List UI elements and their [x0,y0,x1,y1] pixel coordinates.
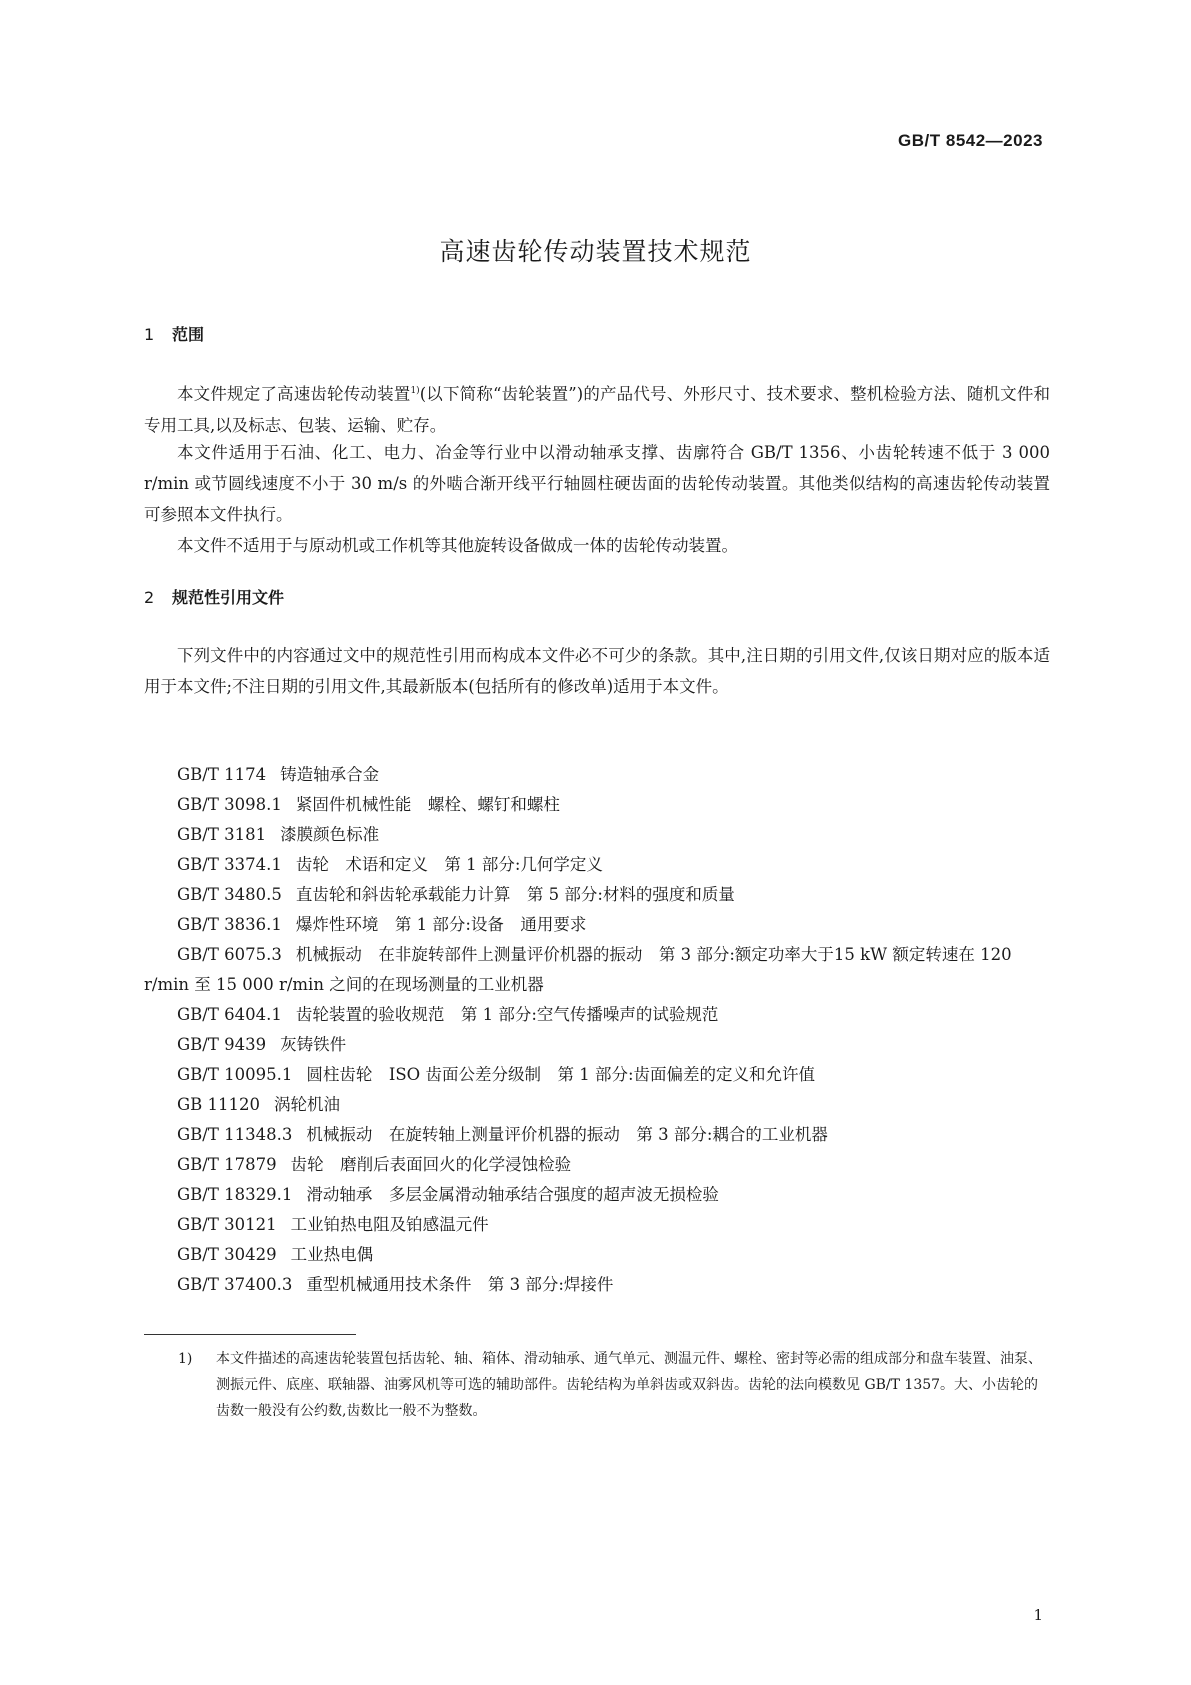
reference-item [144,1030,1050,1060]
reference-title: 重型机械通用技术条件 第 3 部分:焊接件 [306,1275,614,1294]
reference-code: GB/T 3374.1 [177,855,282,874]
reference-item [144,850,1050,880]
reference-item [144,820,1050,850]
reference-title: 齿轮 磨削后表面回火的化学浸蚀检验 [290,1155,572,1174]
reference-code: GB/T 37400.3 [177,1275,293,1294]
reference-item [144,760,1050,790]
scope-p1-text: 本文件规定了高速齿轮传动装置 [177,384,411,404]
reference-title: 机械振动 在非旋转部件上测量评价机器的振动 第 3 部分:额定功率大于15 kW 额定转速在 120 r/min 至 15 000 r/min 之间的在现场测量的工业机器 [144,945,1012,994]
reference-title: 圆柱齿轮 ISO 齿面公差分级制 第 1 部分:齿面偏差的定义和允许值 [306,1065,815,1084]
reference-item [144,1210,1050,1240]
reference-title: 直齿轮和斜齿轮承载能力计算 第 5 部分:材料的强度和质量 [295,885,735,904]
section-number: 2 [144,588,155,607]
reference-code: GB/T 9439 [177,1035,267,1054]
reference-title: 铸造轴承合金 [280,765,380,784]
reference-item [144,940,1050,1000]
reference-code: GB/T 3480.5 [177,885,282,904]
reference-title: 灰铸铁件 [280,1035,347,1054]
reference-item [144,910,1050,940]
reference-item [144,1060,1050,1090]
reference-title: 爆炸性环境 第 1 部分:设备 通用要求 [295,915,587,934]
footnote-text: 本文件描述的高速齿轮装置包括齿轮、轴、箱体、滑动轴承、通气单元、测温元件、螺栓、密封等必需的组成部分和盘车装置、油泵、测振元件、底座、联轴器、油雾风机等可选的辅助部件。齿轮结构为单斜齿或双斜齿。齿轮的法向模数见 GB/T 1357。大、小齿轮的齿数一般没有公约数,齿数比一般不为整数。 [216,1351,1042,1419]
reference-code: GB/T 6075.3 [177,945,282,964]
reference-item [144,1240,1050,1270]
reference-code: GB/T 11348.3 [177,1125,293,1144]
reference-title: 齿轮 术语和定义 第 1 部分:几何学定义 [295,855,603,874]
section-number: 1 [144,325,155,344]
reference-item [144,1270,1050,1300]
reference-list [144,760,1050,1300]
reference-code: GB/T 3836.1 [177,915,282,934]
document-title: 高速齿轮传动装置技术规范 [439,237,752,266]
reference-title: 机械振动 在旋转轴上测量评价机器的振动 第 3 部分:耦合的工业机器 [306,1125,828,1144]
scope-paragraph-2: 本文件适用于石油、化工、电力、冶金等行业中以滑动轴承支撑、齿廓符合 GB/T 1356、小齿轮转速不低于 3 000 r/min 或节圆线速度不小于 30 m/s 的外啮合渐开线平行轴圆柱硬齿面的齿轮传动装置。其他类似结构的高速齿轮传动装置可参照本文件执行。 [144,443,1050,524]
reference-title: 齿轮装置的验收规范 第 1 部分:空气传播噪声的试验规范 [295,1005,719,1024]
scope-p1-text-cont: (以下简称“齿轮装置”)的产品代号、外形尺寸、技术要求、整机检验方法、随机文件和专用工具,以及标志、包装、运输、贮存。 [144,384,1051,435]
page-number: 1 [1033,1606,1043,1624]
footnote-divider [144,1334,356,1335]
reference-item [144,1150,1050,1180]
reference-code: GB/T 10095.1 [177,1065,293,1084]
reference-code: GB/T 18329.1 [177,1185,293,1204]
reference-code: GB/T 30429 [177,1245,277,1264]
reference-code: GB/T 3098.1 [177,795,282,814]
normative-intro: 下列文件中的内容通过文中的规范性引用而构成本文件必不可少的条款。其中,注日期的引用文件,仅该日期对应的版本适用于本文件;不注日期的引用文件,其最新版本(包括所有的修改单)适用于本文件。 [144,646,1050,696]
section-title: 范围 [172,325,205,344]
reference-item [144,790,1050,820]
reference-code: GB/T 30121 [177,1215,277,1234]
reference-code: GB/T 6404.1 [177,1005,282,1024]
reference-item [144,1120,1050,1150]
reference-title: 滑动轴承 多层金属滑动轴承结合强度的超声波无损检验 [306,1185,719,1204]
footnote [178,1346,1050,1424]
footnote-mark: 1) [178,1351,193,1367]
reference-title: 工业铂热电阻及铂感温元件 [290,1215,489,1234]
reference-item [144,1000,1050,1030]
footnote-ref[interactable]: 1) [410,386,420,396]
reference-item [144,880,1050,910]
reference-item [144,1090,1050,1120]
section-heading-normative [144,585,284,608]
reference-code: GB 11120 [177,1095,261,1114]
scope-paragraph-3: 本文件不适用于与原动机或工作机等其他旋转设备做成一体的齿轮传动装置。 [177,536,738,555]
reference-code: GB/T 1174 [177,765,267,784]
reference-title: 涡轮机油 [274,1095,341,1114]
section-title: 规范性引用文件 [172,588,285,607]
reference-code: GB/T 3181 [177,825,267,844]
reference-item [144,1180,1050,1210]
reference-title: 漆膜颜色标准 [280,825,380,844]
standard-number: GB/T 8542—2023 [898,131,1043,150]
reference-code: GB/T 17879 [177,1155,277,1174]
section-heading-scope [144,322,204,345]
scope-paragraph-1 [144,376,1050,441]
reference-title: 工业热电偶 [290,1245,374,1264]
reference-title: 紧固件机械性能 螺栓、螺钉和螺柱 [295,795,560,814]
